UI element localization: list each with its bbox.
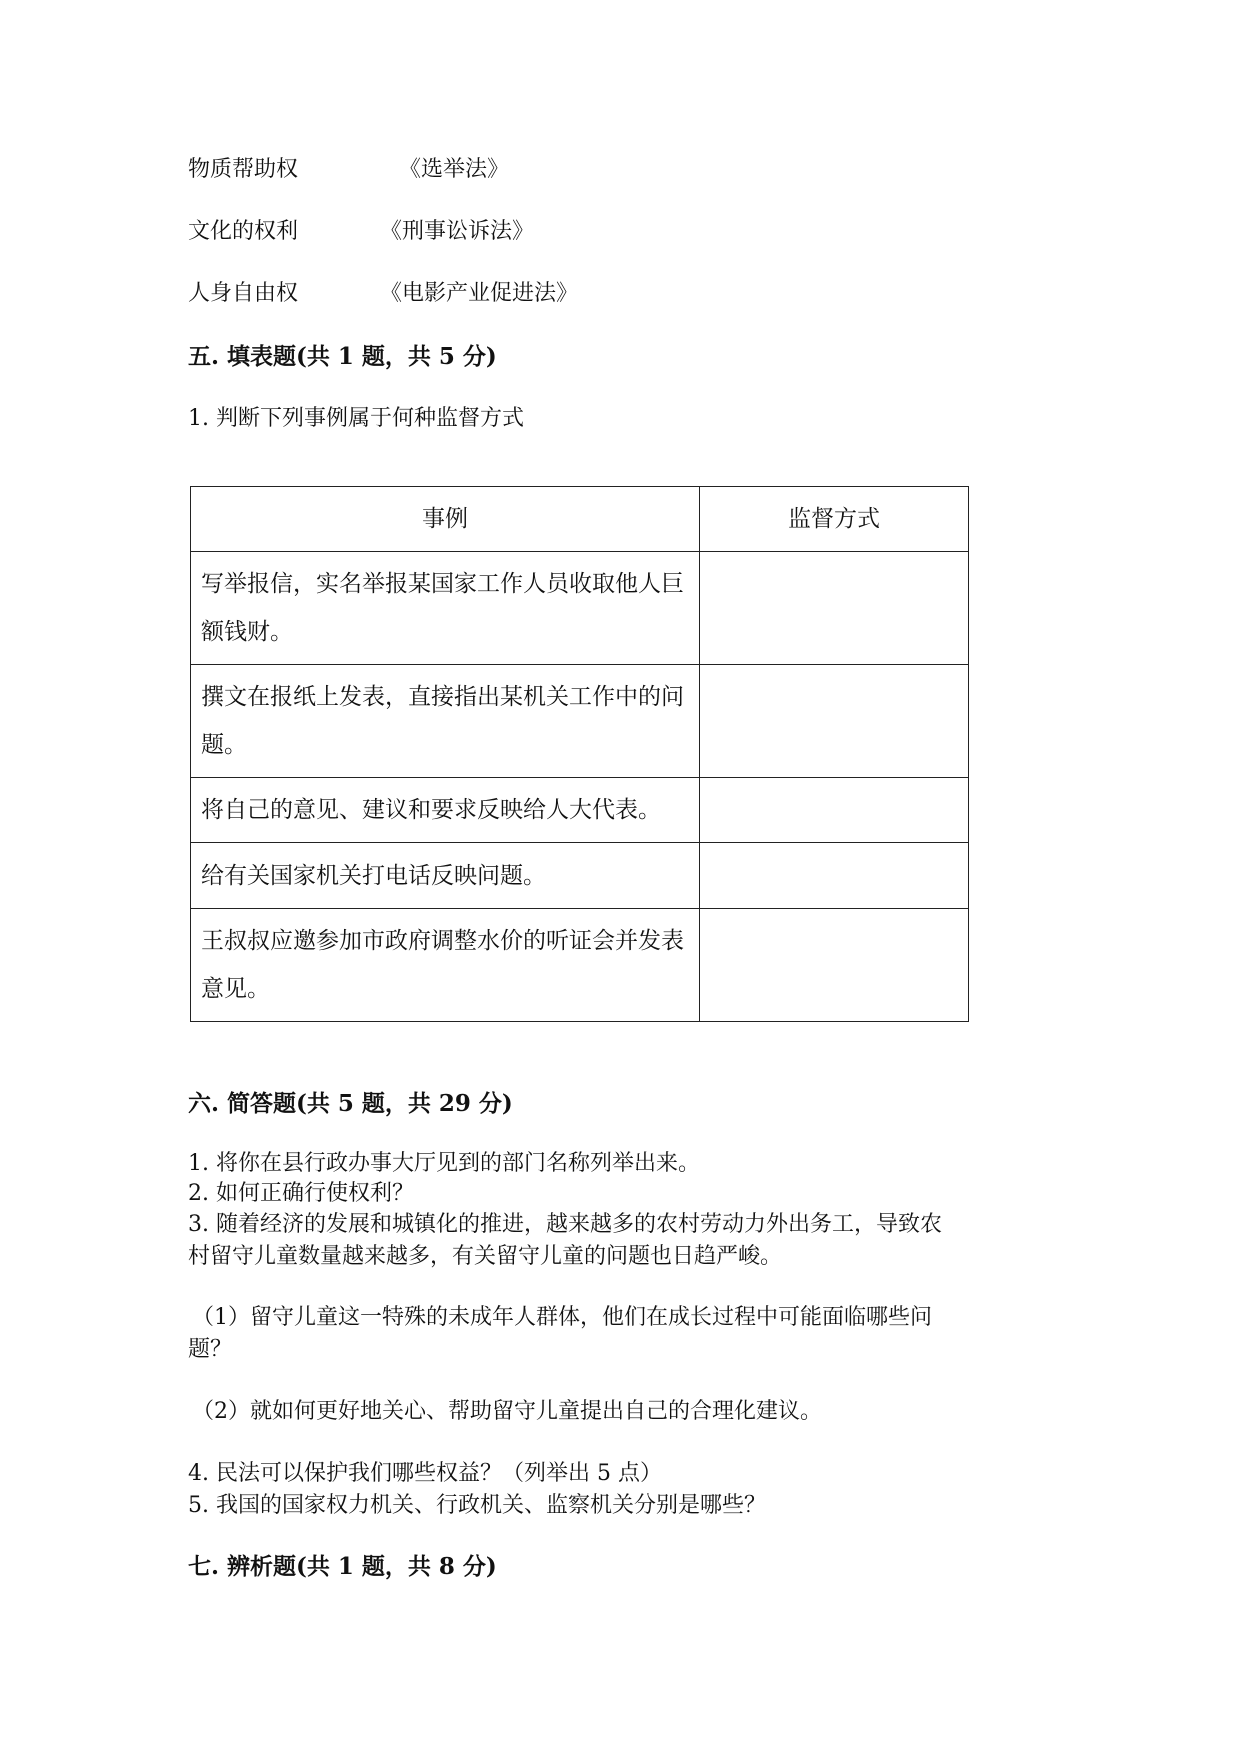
matching-right-1: 《选举法》 (399, 157, 510, 182)
table-cell-case: 写举报信，实名举报某国家工作人员收取他人巨额钱财。 (191, 552, 700, 665)
table-row (191, 909, 969, 1022)
question-3-sub-1-line-2: 题？ (188, 1337, 233, 1362)
matching-right-3: 《电影产业促进法》 (380, 281, 579, 306)
table-cell-case: 给有关国家机关打电话反映问题。 (191, 843, 700, 909)
table-row (191, 843, 969, 909)
table-cell-answer[interactable] (700, 552, 969, 665)
question-2: 2. 如何正确行使权利？ (188, 1181, 414, 1206)
question-3-line-2: 村留守儿童数量越来越多，有关留守儿童的问题也日趋严峻。 (188, 1244, 783, 1269)
section-6-heading: 六. 简答题(共 5 题，共 29 分) (188, 1090, 513, 1117)
section-5-question: 1. 判断下列事例属于何种监督方式 (188, 406, 524, 431)
question-4: 4. 民法可以保护我们哪些权益？（列举出 5 点） (188, 1461, 662, 1486)
table-cell-case: 撰文在报纸上发表，直接指出某机关工作中的问题。 (191, 665, 700, 778)
matching-left-2: 文化的权利 (188, 219, 299, 244)
matching-right-2: 《刑事讼诉法》 (380, 219, 535, 244)
table-cell-answer[interactable] (700, 778, 969, 843)
table-cell-answer[interactable] (700, 665, 969, 778)
section-7-heading: 七. 辨析题(共 1 题，共 8 分) (188, 1553, 497, 1580)
table-cell-answer[interactable] (700, 909, 969, 1022)
table-cell-case: 王叔叔应邀参加市政府调整水价的听证会并发表意见。 (191, 909, 700, 1022)
supervision-table (190, 486, 969, 1022)
table-cell-case: 将自己的意见、建议和要求反映给人大代表。 (191, 778, 700, 843)
section-5-heading: 五. 填表题(共 1 题，共 5 分) (188, 343, 497, 370)
table-cell-answer[interactable] (700, 843, 969, 909)
matching-left-1: 物质帮助权 (188, 157, 299, 182)
table-header-method: 监督方式 (700, 487, 969, 552)
question-3-sub-2: （2）就如何更好地关心、帮助留守儿童提出自己的合理化建议。 (192, 1399, 822, 1424)
question-5: 5. 我国的国家权力机关、行政机关、监察机关分别是哪些？ (188, 1493, 766, 1518)
table-row (191, 552, 969, 665)
question-1: 1. 将你在县行政办事大厅见到的部门名称列举出来。 (188, 1151, 700, 1176)
question-3-line-1: 3. 随着经济的发展和城镇化的推进，越来越多的农村劳动力外出务工，导致农 (188, 1212, 942, 1237)
table-header-case: 事例 (191, 487, 700, 552)
question-3-sub-1-line-1: （1）留守儿童这一特殊的未成年人群体，他们在成长过程中可能面临哪些问 (192, 1305, 932, 1330)
table-row (191, 665, 969, 778)
table-header-row (191, 487, 969, 552)
table-row (191, 778, 969, 843)
matching-left-3: 人身自由权 (188, 281, 299, 306)
